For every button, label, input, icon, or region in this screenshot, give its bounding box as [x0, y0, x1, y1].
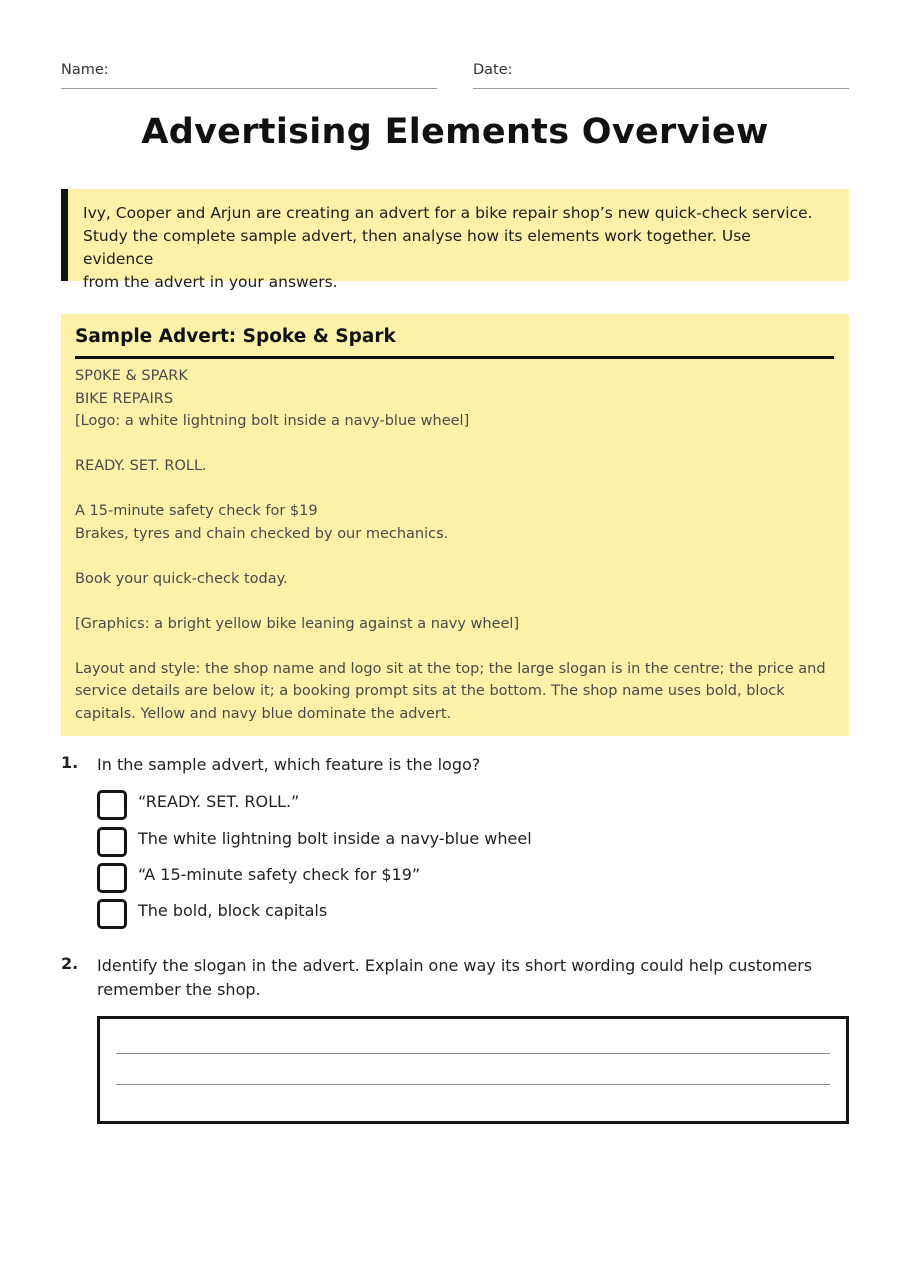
option-label: The white lightning bolt inside a navy-blue wheel: [138, 829, 532, 848]
date-field[interactable]: [473, 60, 849, 89]
intro-line: Ivy, Cooper and Arjun are creating an advert for a bike repair shop’s new quick-check service.: [83, 204, 813, 222]
checkbox[interactable]: [97, 863, 127, 893]
option-label: “READY. SET. ROLL.”: [138, 792, 300, 811]
advert-line: Brakes, tyres and chain checked by our mechanics.: [75, 525, 449, 542]
sample-advert-body: [75, 365, 834, 725]
advert-line: A 15-minute safety check for $19: [75, 503, 318, 519]
option-label: The bold, block capitals: [138, 901, 328, 920]
advert-spacer: [75, 433, 834, 456]
name-label: Name:: [61, 62, 109, 78]
option-label: “A 15-minute safety check for $19”: [138, 865, 421, 884]
checkbox[interactable]: [97, 899, 127, 929]
advert-spacer: [75, 545, 834, 568]
question-number: 1.: [61, 753, 79, 772]
advert-line: READY. SET. ROLL.: [75, 458, 207, 474]
answer-line: [116, 1084, 830, 1085]
intro-line: Study the complete sample advert, then analyse how its elements work together. Use evidence: [83, 227, 751, 268]
advert-line: Book your quick-check today.: [75, 570, 288, 587]
advert-spacer: [75, 635, 834, 658]
advert-line: capitals. Yellow and navy blue dominate the advert.: [75, 705, 452, 722]
intro-callout: [61, 189, 849, 291]
sample-advert-panel: [61, 314, 849, 736]
advert-spacer: [75, 590, 834, 613]
question-text: In the sample advert, which feature is the logo?: [97, 755, 481, 774]
name-field[interactable]: [61, 60, 437, 89]
advert-spacer: [75, 478, 834, 501]
checkbox[interactable]: [97, 827, 127, 857]
name-date-row: [61, 60, 849, 90]
answer-line: [116, 1053, 830, 1054]
date-label: Date:: [473, 62, 513, 78]
page-title: Advertising Elements Overview: [141, 112, 769, 152]
advert-line: [Logo: a white lightning bolt inside a navy-blue wheel]: [75, 413, 470, 429]
question-number: 2.: [61, 954, 79, 973]
question-text: Identify the slogan in the advert. Explain one way its short wording could help customers remember the shop.: [97, 956, 813, 999]
sample-advert-heading: Sample Advert: Spoke & Spark: [75, 326, 834, 359]
answer-box[interactable]: [97, 1016, 849, 1124]
advert-line: SP0KE & SPARK: [75, 368, 188, 384]
advert-line: [Graphics: a bright yellow bike leaning against a navy wheel]: [75, 615, 520, 632]
intro-line: from the advert in your answers.: [83, 273, 338, 291]
advert-line: Layout and style: the shop name and logo sit at the top; the large slogan is in the centre; the price and: [75, 660, 826, 677]
advert-line: service details are below it; a booking prompt sits at the bottom. The shop name uses bold, block: [75, 683, 785, 699]
checkbox[interactable]: [97, 790, 127, 820]
advert-line: BIKE REPAIRS: [75, 390, 174, 407]
